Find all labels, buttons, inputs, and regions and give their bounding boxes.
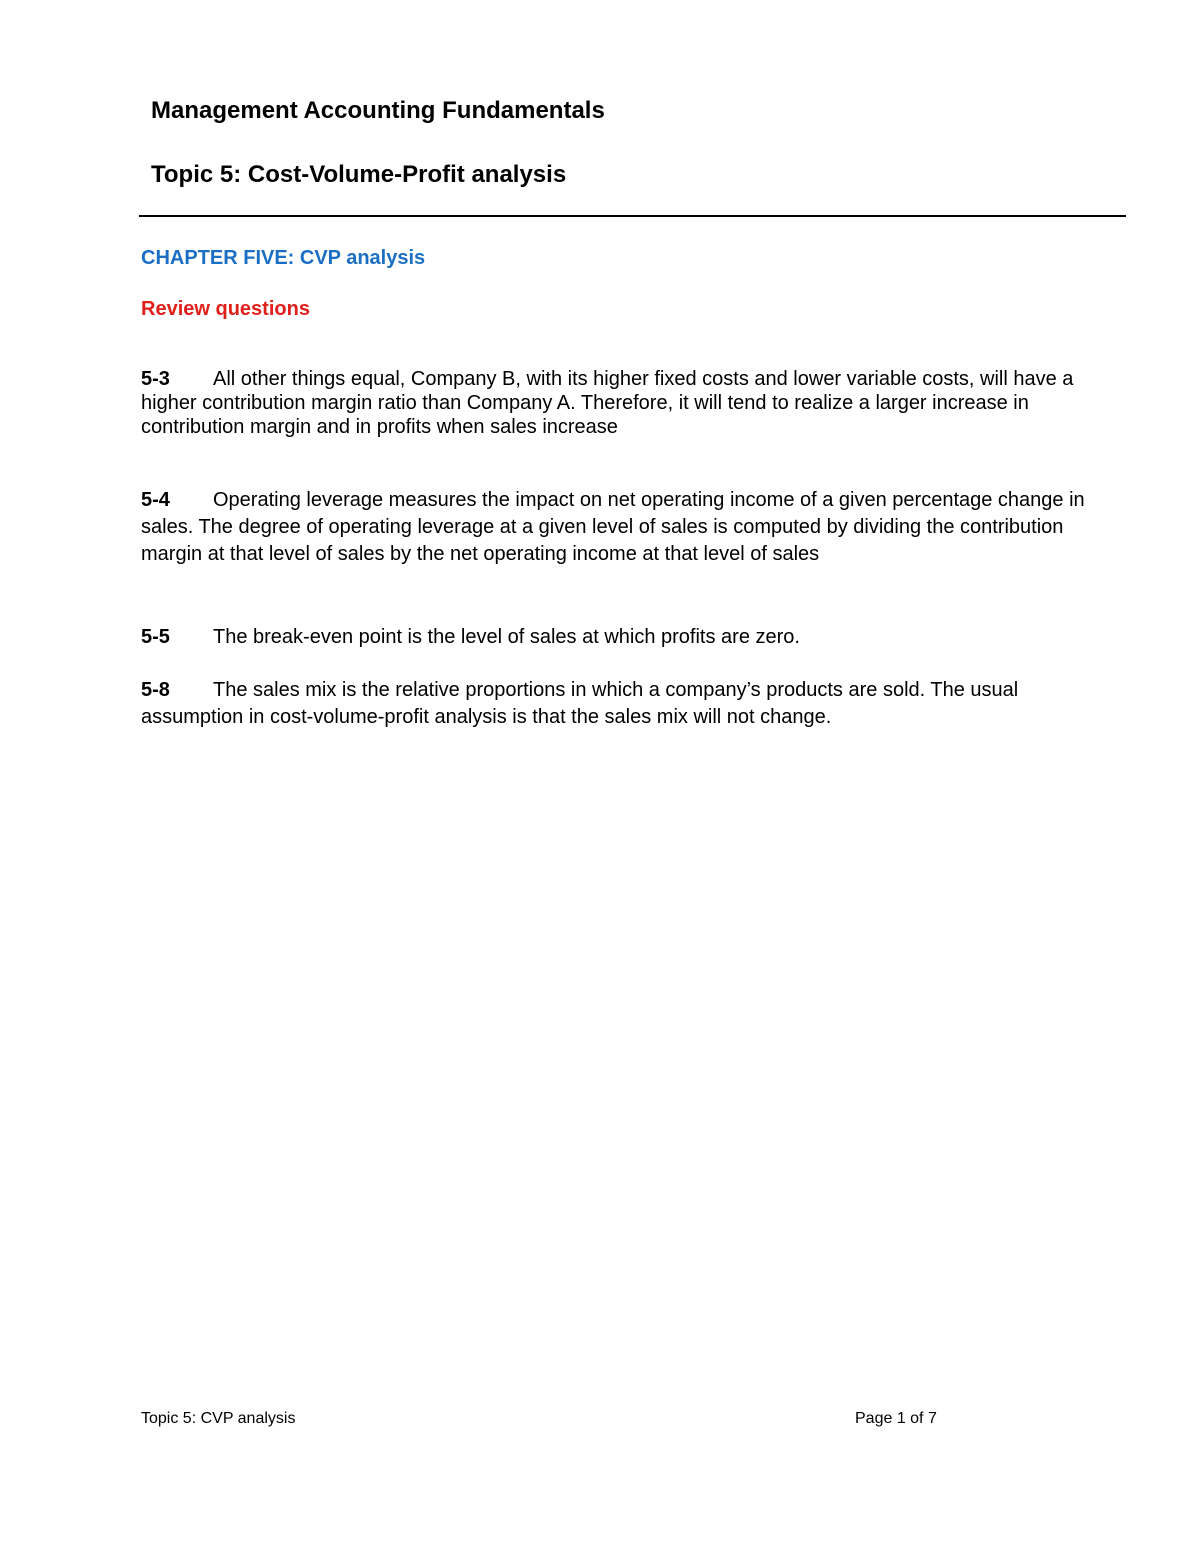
- question-item: [141, 367, 1101, 439]
- section-heading: Review questions: [141, 298, 310, 320]
- document-title: Management Accounting Fundamentals: [151, 97, 605, 124]
- question-number: 5-3: [141, 368, 170, 390]
- document-subtitle: Topic 5: Cost-Volume-Profit analysis: [151, 161, 567, 188]
- question-number: 5-8: [141, 679, 170, 701]
- question-answer: Operating leverage measures the impact on net operating income of a given percentage change in sales. The degree of operating leverage at a given level of sales is computed by dividing the contribution margin at that level of sales by the net operating income at that level of sales: [141, 489, 1085, 565]
- question-item: [141, 677, 1101, 731]
- question-item: [141, 624, 1101, 651]
- question-answer: All other things equal, Company B, with its higher fixed costs and lower variable costs, will have a higher contribution margin ratio than Company A. Therefore, it will tend to realize a larger increase in contribution margin and in profits when sales increase: [141, 368, 1074, 438]
- footer-page-number: Page 1 of 7: [855, 1410, 937, 1427]
- question-number: 5-4: [141, 489, 170, 511]
- question-item: [141, 487, 1101, 568]
- question-number: 5-5: [141, 626, 170, 648]
- question-answer: The sales mix is the relative proportions in which a company’s products are sold. The usual assumption in cost-volume-profit analysis is that the sales mix will not change.: [141, 679, 1019, 728]
- question-answer: The break-even point is the level of sales at which profits are zero.: [213, 626, 800, 648]
- chapter-heading: CHAPTER FIVE: CVP analysis: [141, 247, 426, 269]
- footer-topic: Topic 5: CVP analysis: [141, 1410, 296, 1427]
- header-divider: [139, 215, 1126, 217]
